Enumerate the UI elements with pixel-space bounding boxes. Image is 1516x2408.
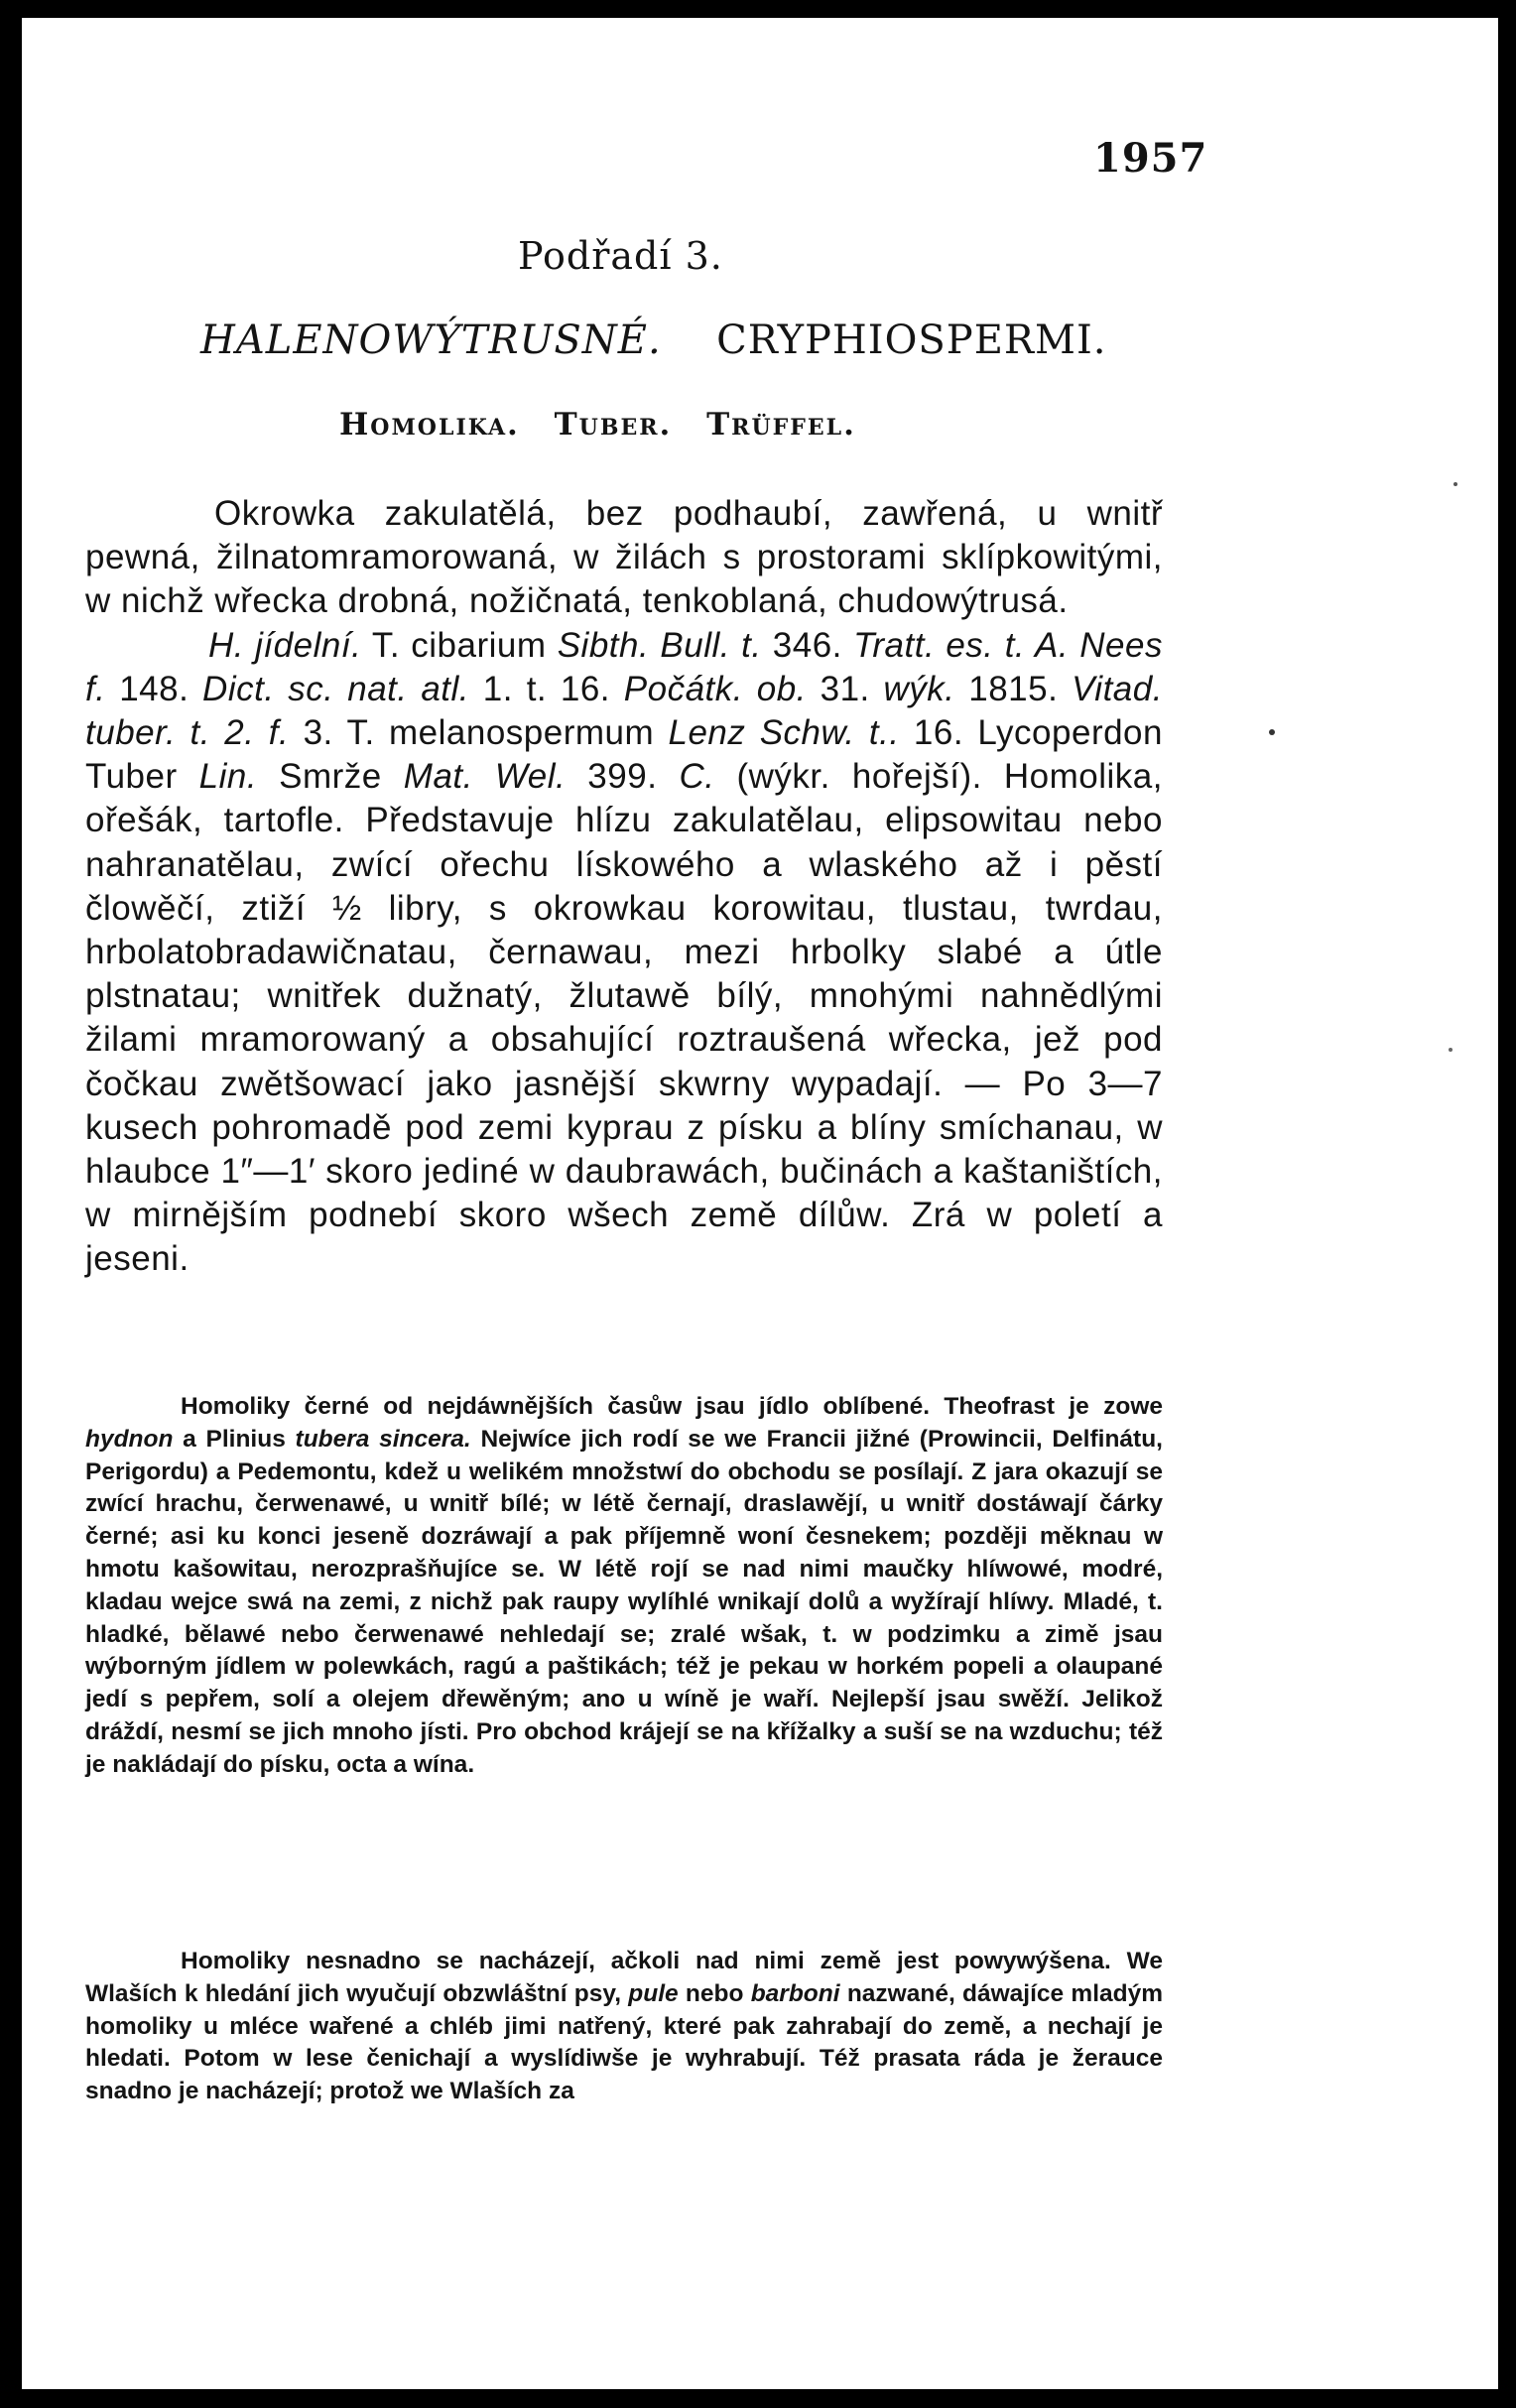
ref-author: Vitad. tuber. t. 2. f. — [85, 669, 1163, 753]
ref-author: Lin. — [198, 757, 258, 797]
synonym: 3. T. melanospermum — [303, 713, 655, 753]
ref-number: 31. — [820, 669, 870, 708]
section-heading: Podřadí 3. — [518, 234, 723, 278]
note-text: Homoliky nesnadno se nacházejí, ačkoli nad nimi země jest powywýšena. We Wlaších k hledání jich wyučují obzwláštní psy, — [85, 1948, 1163, 2007]
note-paragraph-2 — [85, 1946, 1163, 2108]
vernacular-names: (wýkr. hořejší). Homolika, ořešák, tartofle. — [85, 757, 1163, 840]
ref-author: C. — [679, 757, 715, 797]
main-text — [85, 492, 1163, 1282]
ref-number: 1. t. 16. — [482, 669, 611, 708]
ref-number: 1815. — [968, 669, 1059, 708]
ref-number: 346. — [772, 625, 842, 665]
ref-author: Počátk. ob. — [623, 669, 807, 708]
note-term: tubera sincera. — [295, 1425, 471, 1453]
order-title-latin: CRYPHIOSPERMI. — [716, 317, 1107, 363]
species-latin-name: T. cibarium — [371, 625, 547, 665]
ref-author: Sibth. Bull. t. — [557, 625, 762, 665]
speck — [1269, 729, 1275, 735]
note-term: hydnon — [85, 1425, 174, 1453]
diagnosis-paragraph: Okrowka zakulatělá, bez podhaubí, zawřená, u wnitř pewná, žilnatomramorowaná, w žilách s prostorami sklípkowitými, w nichž wřecka drobná, nožičnatá, tenkoblaná, chudowýtrusá. — [85, 494, 1163, 621]
ref-number: 399. — [587, 757, 658, 797]
note-paragraph-1 — [85, 1391, 1163, 1782]
note-term: pule — [628, 1979, 679, 2007]
note-text: Homoliky černé od nejdáwnějších časůw jsau jídlo oblíbené. Theofrast je zowe — [181, 1393, 1163, 1420]
note-text: Nejwíce jich rodí se we Francii jižné (Prowincii, Delfinátu, Perigordu) a Pedemontu, kdež u welikém množstwí do obchodu se posílají. Z jara okazují se zwící hrachu, čerwenawé, u wnitř bílé; w létě černají, draslawějí, u wnitř dostáwají čárky černé; asi ku konci jeseně dozráwají a pak příjemně woní česnekem; později měknau w hmotu kašowitau, nerozprašňujíce se. W létě rojí se nad nimi maučky hlíwowé, modré, kladau wejce swá na zemi, z nichž pak raupy wylíhlé wnikají dolů a wyžírají hlíwy. Mladé, t. hladké, bělawé nebo čerwenawé nehledají se; zralé wšak, t. w podzimku a zimě jsau wýborným jídlem w polewkách, ragú a paštikách; též je pekau w horkém popeli a olaupané jedí s pepřem, solí a olejem dřewěným; ano u wíně je waří. Nejlepší jsau swěží. Jelikož dráždí, nesmí se jich mnoho jísti. Pro obchod krájejí se na křížalky a suší se na wzduchu; též je nakládají do písku, octa a wína. — [85, 1425, 1163, 1778]
ref-number: 148. — [119, 669, 190, 708]
scanned-page — [22, 18, 1498, 2389]
speck — [1453, 482, 1457, 486]
species-paragraph — [85, 624, 1163, 1282]
note-text: nebo — [685, 1979, 744, 2007]
order-title — [200, 317, 1193, 363]
ref-author: Mat. Wel. — [403, 757, 567, 797]
speck — [1449, 1048, 1453, 1052]
synonym: 16. Lycoperdon Tuber — [85, 713, 1163, 797]
ref-author: Tratt. es. t. A. Nees f. — [85, 625, 1163, 708]
note-text: nazwané, dáwajíce mladým homoliky u mléce wařené a chléb jimi natřený, které pak zahrabají do země, a nechají je hledati. Potom w lese čenichají a wyslídiwše je wyhrabují. Též prasata ráda je žerauce snadno je nacházejí; protož we Wlaších za — [85, 1979, 1163, 2105]
note-term: barboni — [750, 1979, 840, 2007]
ref-author: Dict. sc. nat. atl. — [202, 669, 470, 708]
species-name: H. jídelní. — [208, 625, 362, 665]
vernacular-name: Smrže — [279, 757, 382, 797]
order-title-czech: HALENOWÝTRUSNÉ. — [200, 317, 662, 363]
species-description: Představuje hlízu zakulatělau, elipsowitau nebo nahranatělau, zwící ořechu lískowého a wlaského až i pěstí člowěčí, ztiží ½ libry, s okrowkau korowitau, tlustau, twrdau, hrbolatobradawičnatau, černawau, mezi hrbolky slabé a útle plstnatau; wnitřek dužnatý, žlutawě bílý, mnohými nahnědlými žilami mramorowaný a obsahující roztraušená wřecka, jež pod čočkau zwětšowací jako jasnější skwrny wypadají. — Po 3—7 kusech pohromadě pod zemi kyprau z písku a blíny smíchanau, w hlaubce 1″—1′ skoro jediné w daubrawách, bučinách a kaštaništích, w mirnějším podnebí skoro wšech země dílůw. Zrá w poletí a jeseni. — [85, 801, 1163, 1279]
genus-line: Homolika. Tuber. Trüffel. — [339, 407, 856, 443]
ref-author: wýk. — [883, 669, 955, 708]
note-text: a Plinius — [183, 1425, 286, 1453]
ref-author: Lenz Schw. t.. — [668, 713, 900, 753]
page-number: 1957 — [1093, 135, 1208, 182]
